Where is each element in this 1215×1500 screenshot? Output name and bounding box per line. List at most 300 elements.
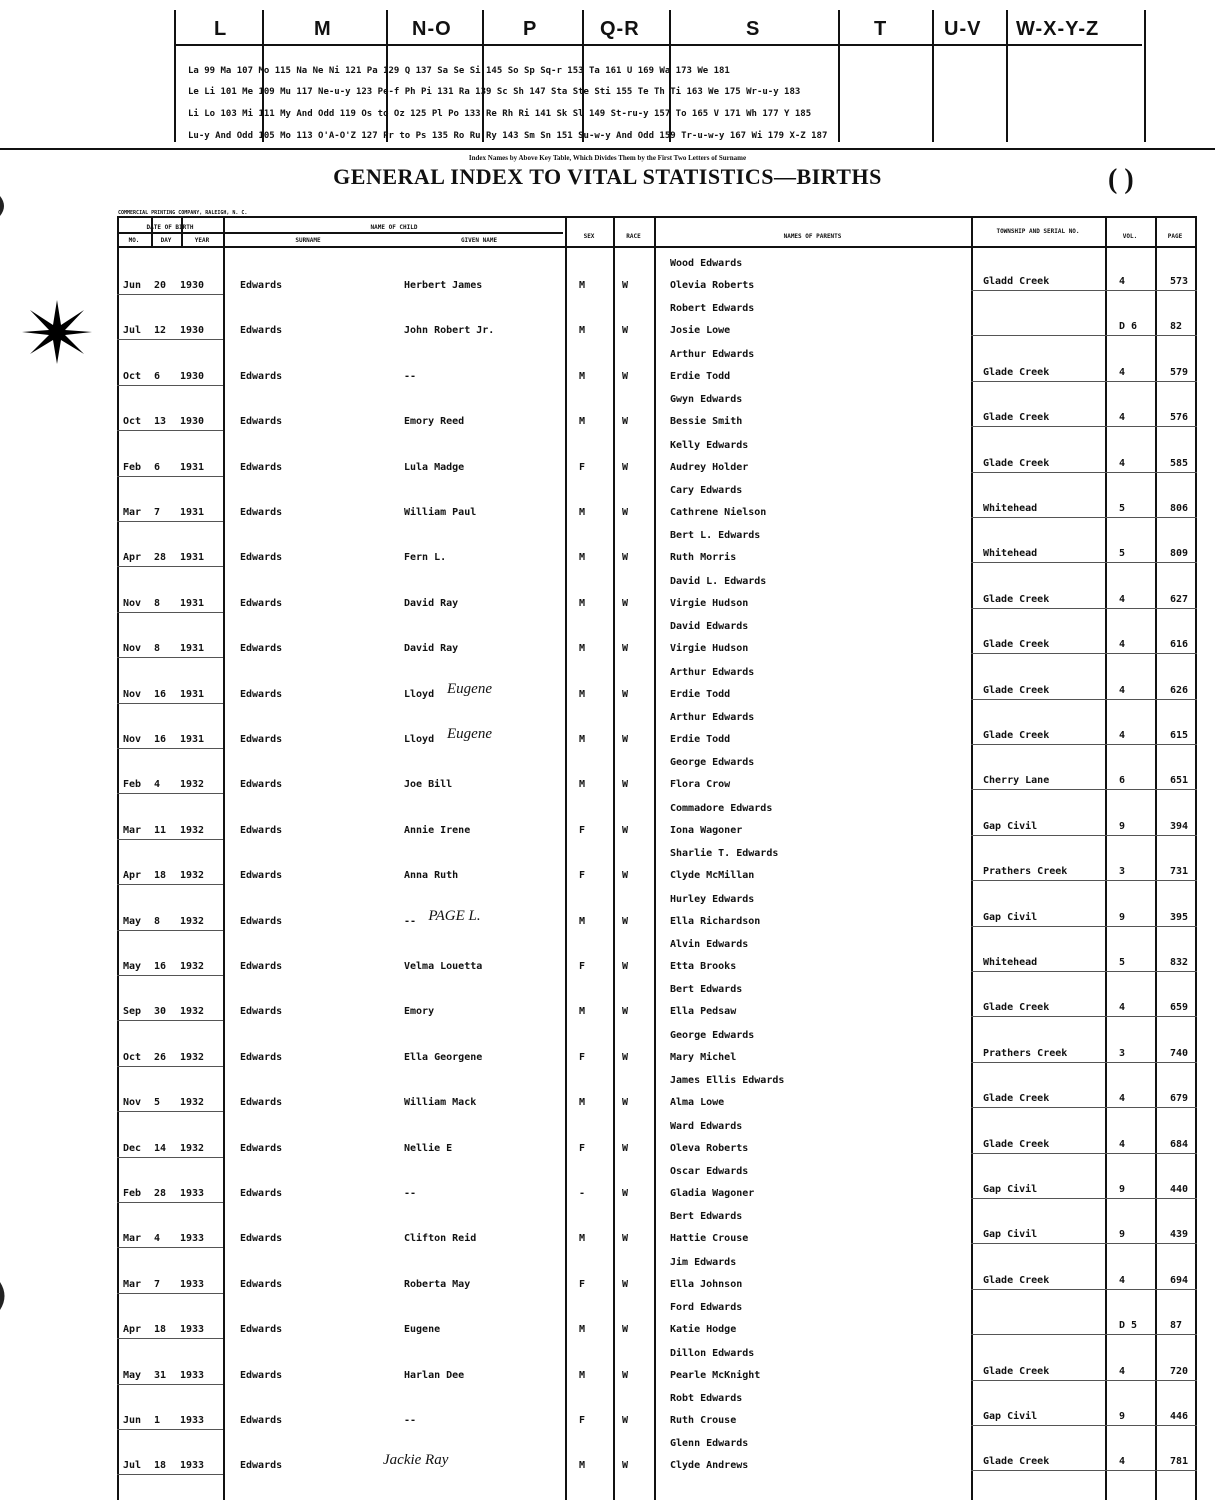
cell-month: Apr (123, 870, 142, 881)
cell-sex: M (579, 689, 586, 700)
cell-month: Feb (123, 779, 142, 790)
cell-month: Apr (123, 1324, 142, 1335)
cell-surname: Edwards (240, 1052, 283, 1063)
key-divider (262, 10, 264, 142)
cell-race: W (622, 1279, 629, 1290)
cell-year: 1932 (180, 1143, 205, 1154)
cell-township: Gap Civil (983, 821, 1038, 832)
cell-mother: Bessie Smith (670, 416, 743, 427)
table-row (117, 1393, 1197, 1438)
cell-volume: 4 (1119, 276, 1126, 287)
cell-sex: M (579, 1097, 586, 1108)
cell-day: 5 (154, 1097, 161, 1108)
cell-month: May (123, 916, 142, 927)
table-row (117, 1075, 1197, 1120)
col-given-name: GIVEN NAME (460, 237, 498, 244)
cell-month: Nov (123, 734, 142, 745)
col-vol: VOL. (1122, 233, 1138, 240)
key-header: W-X-Y-Z (1016, 18, 1100, 40)
cell-day: 16 (154, 961, 167, 972)
cell-volume: 9 (1119, 821, 1126, 832)
cell-volume: 4 (1119, 1275, 1126, 1286)
cell-day: 14 (154, 1143, 167, 1154)
row-rule (971, 1470, 1197, 1471)
col-parents: NAMES OF PARENTS (783, 233, 842, 240)
row-rule (117, 476, 223, 477)
cell-race: W (622, 371, 629, 382)
cell-month: Nov (123, 689, 142, 700)
cell-father: Cary Edwards (670, 485, 743, 496)
cell-given-name: Fern L. (404, 552, 447, 563)
cell-mother: Erdie Todd (670, 371, 731, 382)
cell-volume: D 6 (1119, 321, 1138, 332)
cell-year: 1931 (180, 598, 205, 609)
cell-year: 1931 (180, 734, 205, 745)
cell-day: 28 (154, 1188, 167, 1199)
cell-father: Arthur Edwards (670, 349, 755, 360)
row-rule (117, 1384, 223, 1385)
cell-year: 1933 (180, 1370, 205, 1381)
cell-year: 1933 (180, 1460, 205, 1471)
cell-township: Gap Civil (983, 1411, 1038, 1422)
cell-volume: 5 (1119, 503, 1126, 514)
table-row (117, 1030, 1197, 1075)
row-rule (971, 971, 1197, 972)
cell-page: 832 (1170, 957, 1189, 968)
col-day: DAY (160, 237, 172, 244)
cell-page: 395 (1170, 912, 1189, 923)
col-sex: SEX (583, 233, 595, 240)
cell-mother: Gladia Wagoner (670, 1188, 755, 1199)
row-rule (117, 1429, 223, 1430)
row-rule (117, 385, 223, 386)
cell-page: 439 (1170, 1229, 1189, 1240)
row-rule (117, 1157, 223, 1158)
cell-race: W (622, 1143, 629, 1154)
row-rule (117, 703, 223, 704)
cell-surname: Edwards (240, 416, 283, 427)
cell-mother: Hattie Crouse (670, 1233, 749, 1244)
cell-day: 8 (154, 643, 161, 654)
cell-father: James Ellis Edwards (670, 1075, 785, 1086)
cell-sex: M (579, 416, 586, 427)
key-divider (838, 10, 840, 142)
key-divider (482, 10, 484, 142)
cell-given-name: Lloyd (404, 734, 435, 745)
cell-volume: 4 (1119, 367, 1126, 378)
cell-township: Glade Creek (983, 594, 1050, 605)
cell-father: Dillon Edwards (670, 1348, 755, 1359)
cell-race: W (622, 870, 629, 881)
cell-township: Glade Creek (983, 639, 1050, 650)
cell-surname: Edwards (240, 1415, 283, 1426)
cell-mother: Virgie Hudson (670, 643, 749, 654)
cell-volume: 4 (1119, 1093, 1126, 1104)
cell-day: 13 (154, 416, 167, 427)
cell-father: Sharlie T. Edwards (670, 848, 779, 859)
cell-year: 1931 (180, 462, 205, 473)
cell-day: 6 (154, 371, 161, 382)
cell-year: 1932 (180, 779, 205, 790)
cell-township: Glade Creek (983, 367, 1050, 378)
col-surname: SURNAME (295, 237, 321, 244)
key-divider (1006, 10, 1008, 142)
cell-father: Glenn Edwards (670, 1438, 749, 1449)
cell-given-name: Herbert James (404, 280, 483, 291)
cell-sex: F (579, 1143, 586, 1154)
cell-race: W (622, 734, 629, 745)
cell-year: 1933 (180, 1279, 205, 1290)
table-row (117, 939, 1197, 984)
row-rule (117, 612, 223, 613)
table-row (117, 1302, 1197, 1347)
cell-race: W (622, 1052, 629, 1063)
row-rule (971, 926, 1197, 927)
cell-year: 1933 (180, 1188, 205, 1199)
cell-volume: 3 (1119, 1048, 1126, 1059)
table-row (117, 848, 1197, 893)
cell-mother: Etta Brooks (670, 961, 737, 972)
cell-township: Whitehead (983, 548, 1038, 559)
cell-given-name: Velma Louetta (404, 961, 483, 972)
cell-township: Gap Civil (983, 912, 1038, 923)
cell-surname: Edwards (240, 507, 283, 518)
cell-page: 440 (1170, 1184, 1189, 1195)
cell-year: 1931 (180, 552, 205, 563)
cell-sex: M (579, 1324, 586, 1335)
cell-page: 576 (1170, 412, 1189, 423)
table-row (117, 258, 1197, 303)
cell-township: Whitehead (983, 503, 1038, 514)
cell-month: Jul (123, 325, 142, 336)
cell-surname: Edwards (240, 280, 283, 291)
row-rule (971, 1289, 1197, 1290)
cell-township: Glade Creek (983, 458, 1050, 469)
cell-father: David Edwards (670, 621, 749, 632)
cell-given-name: Roberta May (404, 1279, 471, 1290)
cell-mother: Alma Lowe (670, 1097, 725, 1108)
cell-mother: Audrey Holder (670, 462, 749, 473)
row-rule (117, 1066, 223, 1067)
cell-township: Whitehead (983, 957, 1038, 968)
cell-given-name-handwritten: PAGE L. (428, 908, 481, 924)
cell-page: 684 (1170, 1139, 1189, 1150)
cell-given-name: Ella Georgene (404, 1052, 483, 1063)
cell-given-name: Annie Irene (404, 825, 471, 836)
cell-year: 1932 (180, 1052, 205, 1063)
table-row (117, 1257, 1197, 1302)
cell-month: Nov (123, 598, 142, 609)
row-rule (971, 653, 1197, 654)
cell-race: W (622, 1324, 629, 1335)
cell-sex: - (579, 1188, 586, 1199)
cell-page: 740 (1170, 1048, 1189, 1059)
col-year: YEAR (194, 237, 210, 244)
cell-race: W (622, 1006, 629, 1017)
cell-day: 16 (154, 689, 167, 700)
cell-father: Gwyn Edwards (670, 394, 743, 405)
cell-given-name: Anna Ruth (404, 870, 459, 881)
table-row (117, 349, 1197, 394)
cell-township: Gap Civil (983, 1229, 1038, 1240)
cell-mother: Ella Pedsaw (670, 1006, 737, 1017)
cell-father: Ford Edwards (670, 1302, 743, 1313)
cell-father: Bert Edwards (670, 1211, 743, 1222)
printer-imprint: COMMERCIAL PRINTING COMPANY, RALEIGH, N. C. (118, 210, 248, 216)
row-rule (971, 1380, 1197, 1381)
table-row (117, 1121, 1197, 1166)
cell-year: 1932 (180, 961, 205, 972)
row-rule (117, 521, 223, 522)
cell-day: 6 (154, 462, 161, 473)
cell-father: Bert L. Edwards (670, 530, 761, 541)
cell-year: 1932 (180, 870, 205, 881)
cell-township: Gap Civil (983, 1184, 1038, 1195)
cell-father: Wood Edwards (670, 258, 743, 269)
row-rule (971, 381, 1197, 382)
row-rule (117, 930, 223, 931)
cell-sex: M (579, 280, 586, 291)
table-row (117, 1211, 1197, 1256)
cell-surname: Edwards (240, 1460, 283, 1471)
cell-township: Prathers Creek (983, 866, 1068, 877)
cell-volume: 5 (1119, 957, 1126, 968)
table-row (117, 803, 1197, 848)
row-rule (117, 748, 223, 749)
cell-given-name-handwritten: Jackie Ray (383, 1452, 449, 1468)
cell-township: Gladd Creek (983, 276, 1050, 287)
cell-day: 18 (154, 1324, 167, 1335)
cell-sex: M (579, 916, 586, 927)
cell-page: 627 (1170, 594, 1189, 605)
cell-father: Oscar Edwards (670, 1166, 749, 1177)
cell-surname: Edwards (240, 1233, 283, 1244)
cell-father: Alvin Edwards (670, 939, 749, 950)
cell-month: Nov (123, 1097, 142, 1108)
cell-surname: Edwards (240, 1370, 283, 1381)
cell-race: W (622, 689, 629, 700)
binder-hole-icon (0, 196, 8, 216)
cell-sex: F (579, 825, 586, 836)
row-rule (971, 472, 1197, 473)
cell-page: 679 (1170, 1093, 1189, 1104)
row-rule (117, 1020, 223, 1021)
cell-surname: Edwards (240, 643, 283, 654)
table-row (117, 530, 1197, 575)
cell-given-name-handwritten: Eugene (447, 681, 492, 697)
cell-father: Hurley Edwards (670, 894, 755, 905)
row-rule (117, 657, 223, 658)
key-row: Li Lo 103 Mi 111 My And Odd 119 Os to Oz 125 Pl Po 133 Re Rh Ri 141 Sk Sl 149 St-ru-y 157 To 165 V 171 Wh 177 Y 185 (188, 109, 812, 119)
cell-mother: Ruth Crouse (670, 1415, 737, 1426)
cell-father: Commadore Edwards (670, 803, 773, 814)
key-rule (174, 44, 1142, 46)
row-rule (971, 835, 1197, 836)
cell-township: Glade Creek (983, 1366, 1050, 1377)
cell-given-name: Joe Bill (404, 779, 453, 790)
cell-father: Jim Edwards (670, 1257, 737, 1268)
key-header: T (874, 18, 888, 40)
cell-day: 18 (154, 870, 167, 881)
cell-father: Arthur Edwards (670, 667, 755, 678)
key-header: N-O (412, 18, 452, 40)
cell-year: 1931 (180, 643, 205, 654)
cell-month: Jun (123, 1415, 142, 1426)
cell-volume: 4 (1119, 1456, 1126, 1467)
cell-volume: D 5 (1119, 1320, 1138, 1331)
row-rule (117, 884, 223, 885)
row-rule (117, 839, 223, 840)
table-row (117, 303, 1197, 348)
cell-month: Oct (123, 1052, 142, 1063)
cell-year: 1930 (180, 371, 205, 382)
cell-surname: Edwards (240, 1097, 283, 1108)
cell-given-name: John Robert Jr. (404, 325, 495, 336)
cell-sex: F (579, 1279, 586, 1290)
key-divider (932, 10, 934, 142)
cell-sex: F (579, 870, 586, 881)
cell-given-name: -- (404, 371, 417, 382)
header-mid-rule (117, 232, 563, 234)
cell-race: W (622, 779, 629, 790)
cell-day: 11 (154, 825, 167, 836)
table-row (117, 1438, 1197, 1483)
cell-day: 4 (154, 1233, 161, 1244)
key-divider (669, 10, 671, 142)
cell-mother: Clyde McMillan (670, 870, 755, 881)
cell-page: 731 (1170, 866, 1189, 877)
cell-volume: 3 (1119, 866, 1126, 877)
cell-sex: M (579, 1233, 586, 1244)
table-row (117, 440, 1197, 485)
col-name-of-child: NAME OF CHILD (370, 224, 418, 231)
cell-sex: M (579, 643, 586, 654)
cell-mother: Flora Crow (670, 779, 731, 790)
header-bottom-rule (117, 246, 1197, 248)
table-row (117, 621, 1197, 666)
cell-volume: 9 (1119, 1184, 1126, 1195)
cell-volume: 4 (1119, 1002, 1126, 1013)
binder-hole-icon (0, 1282, 8, 1310)
cell-mother: Katie Hodge (670, 1324, 737, 1335)
cell-month: Mar (123, 1233, 142, 1244)
cell-page: 659 (1170, 1002, 1189, 1013)
cell-given-name: -- (404, 1415, 417, 1426)
cell-given-name: David Ray (404, 643, 459, 654)
cell-month: May (123, 961, 142, 972)
cell-sex: M (579, 325, 586, 336)
cell-surname: Edwards (240, 1188, 283, 1199)
row-rule (971, 1062, 1197, 1063)
cell-father: Kelly Edwards (670, 440, 749, 451)
cell-sex: F (579, 961, 586, 972)
row-rule (971, 1334, 1197, 1335)
cell-page: 87 (1170, 1320, 1183, 1331)
cell-given-name: David Ray (404, 598, 459, 609)
cell-township: Glade Creek (983, 412, 1050, 423)
cell-surname: Edwards (240, 734, 283, 745)
row-rule (971, 1016, 1197, 1017)
row-rule (117, 294, 223, 295)
row-rule (971, 290, 1197, 291)
cell-mother: Virgie Hudson (670, 598, 749, 609)
col-township: TOWNSHIP AND SERIAL NO. (996, 228, 1080, 235)
cell-given-name: Lula Madge (404, 462, 465, 473)
row-rule (117, 1474, 223, 1475)
cell-father: George Edwards (670, 757, 755, 768)
cell-day: 7 (154, 1279, 161, 1290)
cell-volume: 9 (1119, 1411, 1126, 1422)
index-key-table (174, 10, 1146, 142)
key-row: Lu-y And Odd 105 Mo 113 O'A-O'Z 127 Pr to Ps 135 Ro Ru Ry 143 Sm Sn 151 Su-w-y And Odd 159 Tr-u-w-y 167 Wi 179 X-Z 187 (188, 131, 828, 141)
cell-mother: Cathrene Nielson (670, 507, 767, 518)
cell-mother: Erdie Todd (670, 689, 731, 700)
cell-race: W (622, 416, 629, 427)
cell-surname: Edwards (240, 1143, 283, 1154)
row-rule (971, 880, 1197, 881)
cell-page: 573 (1170, 276, 1189, 287)
cell-month: Feb (123, 1188, 142, 1199)
cell-month: Mar (123, 825, 142, 836)
row-rule (971, 744, 1197, 745)
cell-township: Glade Creek (983, 1275, 1050, 1286)
table-row (117, 1348, 1197, 1393)
cell-year: 1933 (180, 1324, 205, 1335)
cell-sex: M (579, 779, 586, 790)
table-row (117, 485, 1197, 530)
key-header: M (314, 18, 332, 40)
key-header: S (746, 18, 761, 40)
key-row: Le Li 101 Me 109 Mu 117 Ne-u-y 123 Pe-f Ph Pi 131 Ra 139 Sc Sh 147 Sta Ste Sti 155 Te Th Ti 163 We 175 Wr-u-y 183 (188, 87, 801, 97)
table-row (117, 984, 1197, 1029)
cell-volume: 4 (1119, 730, 1126, 741)
cell-page: 615 (1170, 730, 1189, 741)
cell-surname: Edwards (240, 689, 283, 700)
cell-father: Robt Edwards (670, 1393, 743, 1404)
cell-race: W (622, 280, 629, 291)
cell-mother: Iona Wagoner (670, 825, 743, 836)
cell-year: 1931 (180, 507, 205, 518)
cell-volume: 6 (1119, 775, 1126, 786)
cell-mother: Josie Lowe (670, 325, 731, 336)
cell-page: 616 (1170, 639, 1189, 650)
cell-township: Glade Creek (983, 1456, 1050, 1467)
cell-mother: Ruth Morris (670, 552, 737, 563)
row-rule (117, 975, 223, 976)
cell-township: Glade Creek (983, 730, 1050, 741)
cell-month: Mar (123, 1279, 142, 1290)
cell-mother: Oleva Roberts (670, 1143, 749, 1154)
row-rule (971, 789, 1197, 790)
cell-race: W (622, 507, 629, 518)
cell-sex: M (579, 507, 586, 518)
row-rule (117, 793, 223, 794)
cell-year: 1930 (180, 280, 205, 291)
cell-volume: 5 (1119, 548, 1126, 559)
cell-sex: F (579, 1415, 586, 1426)
cell-month: Jun (123, 280, 142, 291)
cell-surname: Edwards (240, 870, 283, 881)
cell-page: 446 (1170, 1411, 1189, 1422)
row-rule (971, 517, 1197, 518)
cell-volume: 4 (1119, 1366, 1126, 1377)
cell-sex: M (579, 1370, 586, 1381)
cell-year: 1932 (180, 1097, 205, 1108)
cell-month: Sep (123, 1006, 142, 1017)
row-rule (117, 1338, 223, 1339)
cell-month: Mar (123, 507, 142, 518)
volume-parens: ( ) (1108, 164, 1134, 195)
